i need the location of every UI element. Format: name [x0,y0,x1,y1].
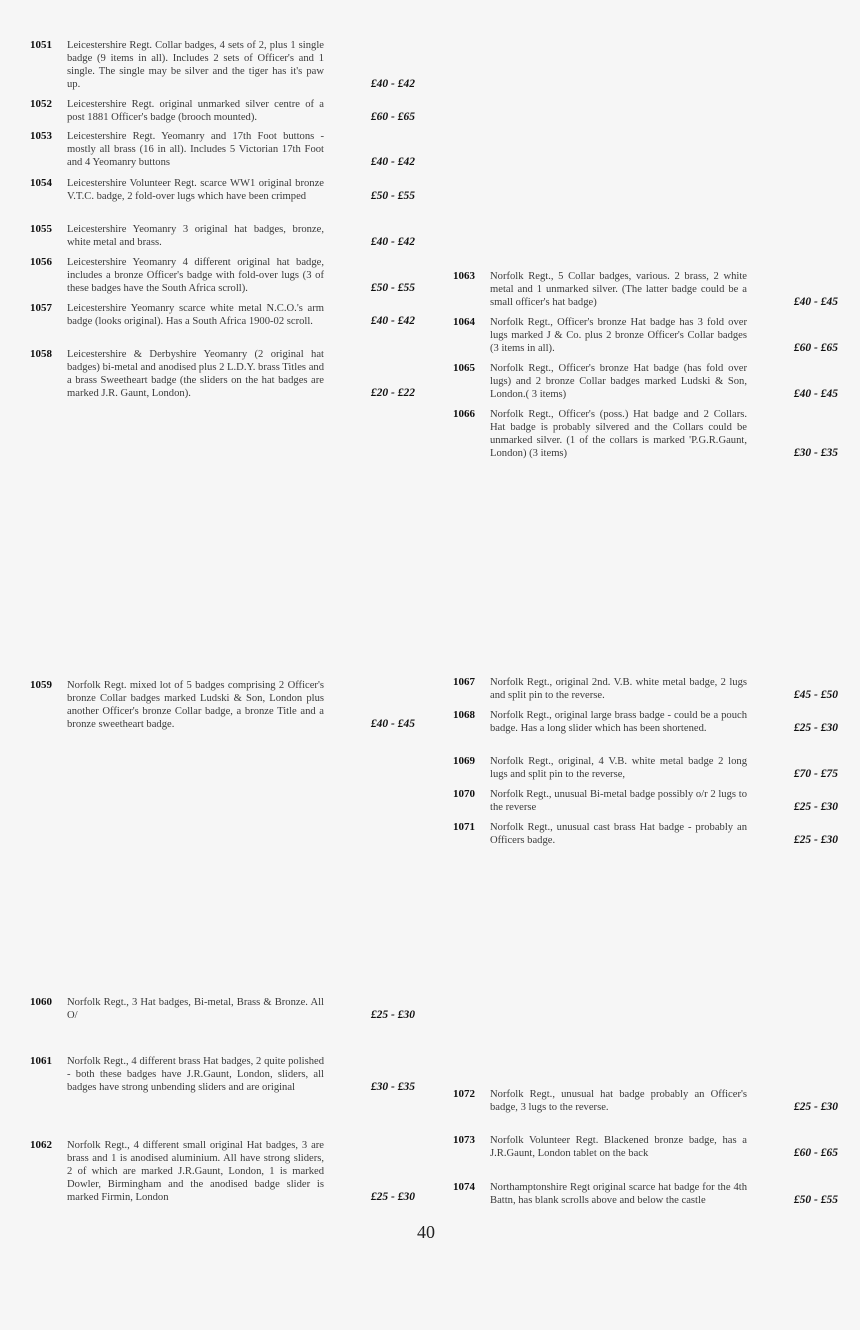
lot-description: Leicestershire Yeomanry scarce white metal N.C.O.'s arm badge (looks original). Has a South Africa 1900-02 scroll. [67,303,324,327]
lot-description: Norfolk Regt., unusual Bi-metal badge possibly o/r 2 lugs to the reverse [490,789,747,813]
lot-estimate: £60 - £65 [793,342,838,354]
lot-number: 1052 [30,98,52,110]
lot-estimate: £40 - £45 [793,296,838,308]
lot-1061 [30,1055,415,1094]
lot-number: 1060 [30,996,52,1008]
lot-number: 1069 [453,755,475,767]
lot-description: Norfolk Volunteer Regt. Blackened bronze badge, has a J.R.Gaunt, London tablet on the back [490,1135,747,1159]
lot-description: Leicestershire Regt. Collar badges, 4 sets of 2, plus 1 single badge (9 items in all). Includes 2 sets of Officer's and 1 single. The single may be silver and the tiger has it's paw up. [67,40,324,90]
lot-description: Norfolk Regt. mixed lot of 5 badges comprising 2 Officer's bronze Collar badges marked Ludski & Son, London plus another Officer's bronze Collar badge, a bronze Title and a bronze sweetheart badge. [67,680,324,730]
lot-number: 1072 [453,1088,475,1100]
lot-description: Norfolk Regt., 5 Collar badges, various. 2 brass, 2 white metal and 1 unmarked silver. (The latter badge could be a small officer's hat badge) [490,271,747,308]
lot-number: 1074 [453,1181,475,1193]
lot-description: Leicestershire Regt. original unmarked silver centre of a post 1881 Officer's badge (brooch mounted). [67,99,324,123]
lot-number: 1064 [453,316,475,328]
lot-estimate: £25 - £30 [370,1009,415,1021]
lot-estimate: £30 - £35 [370,1081,415,1093]
lot-estimate: £25 - £30 [370,1191,415,1203]
lot-1064 [453,316,838,355]
lot-estimate: £40 - £42 [370,315,415,327]
lot-number: 1057 [30,302,52,314]
lot-1056 [30,256,415,295]
lot-number: 1051 [30,39,52,51]
lot-description: Leicestershire & Derbyshire Yeomanry (2 original hat badges) bi-metal and anodised plus 2 L.D.Y. brass Titles and a brass Sweetheart badge (the sliders on the hat badges are marked J.R. Gaunt, London). [67,349,324,399]
lot-1059 [30,679,415,731]
lot-1070 [453,788,838,814]
lot-description: Norfolk Regt., original large brass badge - could be a pouch badge. Has a long slider which has been shortened. [490,710,747,734]
lot-estimate: £25 - £30 [793,1101,838,1113]
lot-estimate: £40 - £45 [370,718,415,730]
lot-1066 [453,408,838,460]
lot-description: Norfolk Regt., 3 Hat badges, Bi-metal, Brass & Bronze. All O/ [67,997,324,1021]
lot-1062 [30,1139,415,1204]
lot-estimate: £45 - £50 [793,689,838,701]
lot-description: Norfolk Regt., Officer's (poss.) Hat badge and 2 Collars. Hat badge is probably silvered and the Collars could be unmarked silver. (1 of the collars is marked 'P.G.R.Gaunt, London) (3 items) [490,409,747,459]
lot-estimate: £25 - £30 [793,834,838,846]
lot-description: Leicestershire Yeomanry 3 original hat badges, bronze, white metal and brass. [67,224,324,248]
lot-estimate: £50 - £55 [793,1194,838,1206]
lot-number: 1059 [30,679,52,691]
lot-number: 1061 [30,1055,52,1067]
lot-number: 1055 [30,223,52,235]
lot-1053 [30,130,415,169]
lot-estimate: £50 - £55 [370,190,415,202]
lot-number: 1067 [453,676,475,688]
lot-estimate: £40 - £42 [370,78,415,90]
lot-number: 1062 [30,1139,52,1151]
lot-1052 [30,98,415,124]
lot-number: 1054 [30,177,52,189]
lot-1055 [30,223,415,249]
lot-estimate: £40 - £45 [793,388,838,400]
page-number: 40 [417,1222,435,1242]
lot-1057 [30,302,415,328]
lot-estimate: £60 - £65 [793,1147,838,1159]
lot-estimate: £50 - £55 [370,282,415,294]
lot-description: Northamptonshire Regt original scarce hat badge for the 4th Battn, has blank scrolls above and below the castle [490,1182,747,1206]
lot-description: Norfolk Regt., unusual cast brass Hat badge - probably an Officers badge. [490,822,747,846]
lot-number: 1053 [30,130,52,142]
lot-1074 [453,1181,838,1207]
lot-estimate: £25 - £30 [793,801,838,813]
lot-description: Norfolk Regt., Officer's bronze Hat badge (has fold over lugs) and 2 bronze Collar badges marked Ludski & Son, London.( 3 items) [490,363,747,400]
lot-description: Leicestershire Yeomanry 4 different original hat badge, includes a bronze Officer's badge with fold-over lugs (3 of these badges have the South Africa scroll). [67,257,324,294]
lot-description: Norfolk Regt., original 2nd. V.B. white metal badge, 2 lugs and split pin to the reverse. [490,677,747,701]
lot-estimate: £20 - £22 [370,387,415,399]
lot-estimate: £40 - £42 [370,236,415,248]
lot-estimate: £60 - £65 [370,111,415,123]
lot-1051 [30,39,415,91]
lot-description: Norfolk Regt., 4 different brass Hat badges, 2 quite polished - both these badges have J.R.Gaunt, London, sliders, all badges have strong unbending sliders and are original [67,1056,324,1093]
lot-1067 [453,676,838,702]
lot-estimate: £30 - £35 [793,447,838,459]
lot-description: Leicestershire Volunteer Regt. scarce WW1 original bronze V.T.C. badge, 2 fold-over lugs which have been crimped [67,178,324,202]
lot-estimate: £25 - £30 [793,722,838,734]
lot-1054 [30,177,415,203]
lot-number: 1065 [453,362,475,374]
lot-1072 [453,1088,838,1114]
lot-number: 1066 [453,408,475,420]
lot-1069 [453,755,838,781]
lot-description: Leicestershire Regt. Yeomanry and 17th Foot buttons - mostly all brass (16 in all). Includes 5 Victorian 17th Foot and 4 Yeomanry buttons [67,131,324,168]
lot-number: 1073 [453,1134,475,1146]
lot-number: 1063 [453,270,475,282]
lot-1063 [453,270,838,309]
lot-description: Norfolk Regt., unusual hat badge probably an Officer's badge, 3 lugs to the reverse. [490,1089,747,1113]
lot-number: 1056 [30,256,52,268]
lot-number: 1071 [453,821,475,833]
lot-1065 [453,362,838,401]
lot-1071 [453,821,838,847]
lot-number: 1070 [453,788,475,800]
lot-description: Norfolk Regt., Officer's bronze Hat badge has 3 fold over lugs marked J & Co. plus 2 bronze Officer's Collar badges (3 items in all). [490,317,747,354]
lot-number: 1068 [453,709,475,721]
lot-1060 [30,996,415,1022]
lot-estimate: £70 - £75 [793,768,838,780]
lot-1058 [30,348,415,400]
lot-description: Norfolk Regt., original, 4 V.B. white metal badge 2 long lugs and split pin to the reverse, [490,756,747,780]
lot-1068 [453,709,838,735]
lot-number: 1058 [30,348,52,360]
lot-1073 [453,1134,838,1160]
lot-estimate: £40 - £42 [370,156,415,168]
lot-description: Norfolk Regt., 4 different small original Hat badges, 3 are brass and 1 is anodised aluminium. All have strong sliders, 2 of which are marked J.R.Gaunt, London, 1 is marked Dowler, Birmingham and the anodised badge slider is marked Firmin, London [67,1140,324,1203]
